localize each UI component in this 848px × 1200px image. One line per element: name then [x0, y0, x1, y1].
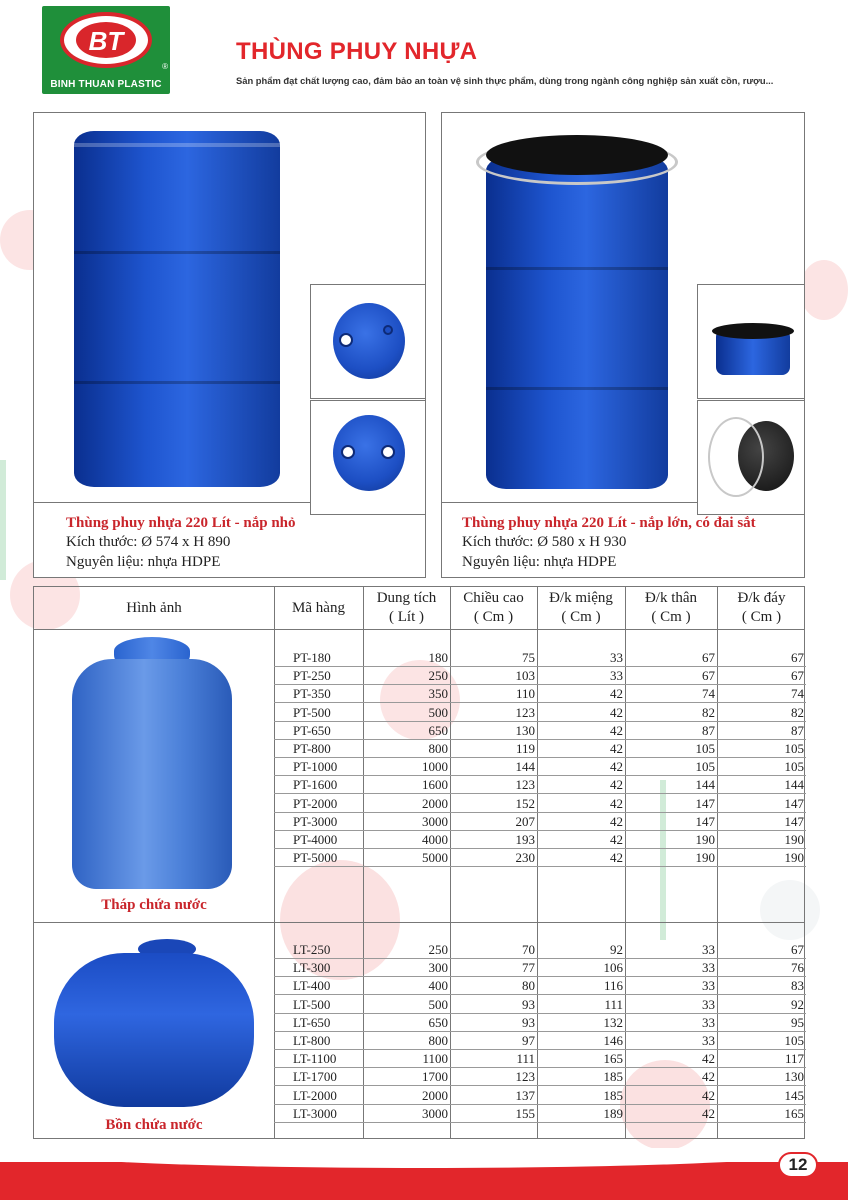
spec-value-cell: 147 [784, 795, 804, 811]
spec-value-cell: 70 [522, 942, 535, 957]
spec-value-cell: 77 [522, 960, 535, 976]
product-material: Nguyên liệu: nhựa HDPE [66, 554, 221, 570]
spec-value-cell: 800 [428, 1033, 448, 1048]
spec-value-cell: 42 [610, 722, 623, 738]
product-card-small-lid [33, 112, 426, 578]
product-size: Kích thước: Ø 580 x H 930 [462, 534, 627, 550]
spec-value-cell: 103 [515, 668, 535, 684]
spec-value-cell: 147 [695, 795, 715, 811]
open-lid-thumbnail [697, 400, 805, 515]
spec-value-cell: 165 [784, 1105, 804, 1121]
spec-value-cell: 155 [515, 1105, 535, 1121]
spec-value-cell: 87 [791, 722, 804, 738]
spec-value-cell: 95 [791, 1014, 804, 1030]
spec-value-cell: 147 [784, 813, 804, 829]
brand-name: BINH THUAN PLASTIC [50, 79, 162, 90]
product-material: Nguyên liệu: nhựa HDPE [462, 554, 617, 570]
spec-value-cell: 42 [610, 850, 623, 866]
blue-drum-open-top-icon [482, 133, 672, 489]
spec-value-cell: 147 [695, 813, 715, 829]
header-height: Chiều cao ( Cm ) [463, 590, 524, 625]
page-subtitle: Sản phẩm đạt chất lượng cao, đảm bảo an toàn vệ sinh thực phẩm, dùng trong ngành công nghiệp sản xuất cồn, rượu... [236, 75, 774, 86]
spec-value-cell: 42 [702, 1051, 715, 1067]
product-code-cell: PT-1000 [293, 759, 338, 775]
spec-value-cell: 67 [791, 942, 804, 957]
spec-value-cell: 42 [702, 1069, 715, 1085]
spec-value-cell: 189 [603, 1105, 623, 1121]
product-code-cell: PT-4000 [293, 832, 338, 847]
spec-value-cell: 92 [791, 996, 804, 1012]
spec-value-cell: 42 [610, 777, 623, 793]
row-separator [274, 866, 806, 867]
spec-value-cell: 33 [610, 650, 623, 665]
spec-value-cell: 42 [702, 1087, 715, 1103]
spec-value-cell: 1600 [422, 777, 448, 793]
row-separator [274, 1122, 806, 1123]
spec-value-cell: 500 [428, 996, 448, 1012]
product-name: Thùng phuy nhựa 220 Lít - nắp nhỏ [66, 515, 296, 531]
spec-value-cell: 42 [610, 813, 623, 829]
product-code-cell: LT-1700 [293, 1069, 337, 1085]
logo-oval-inner [76, 22, 136, 58]
spec-value-cell: 144 [784, 777, 804, 793]
product-code-cell: PT-800 [293, 741, 331, 756]
spec-value-cell: 3000 [422, 1105, 448, 1121]
product-code-cell: PT-250 [293, 668, 331, 684]
spec-value-cell: 97 [522, 1033, 535, 1048]
spec-value-cell: 123 [515, 777, 535, 793]
header-mouth: Đ/k miệng ( Cm ) [549, 590, 613, 625]
spec-value-cell: 650 [428, 1014, 448, 1030]
spec-value-cell: 400 [428, 978, 448, 994]
spec-value-cell: 207 [515, 813, 535, 829]
product-code-cell: LT-400 [293, 978, 331, 994]
spec-value-cell: 105 [784, 1033, 804, 1048]
spec-value-cell: 83 [791, 978, 804, 994]
spec-value-cell: 82 [702, 704, 715, 720]
spec-value-cell: 105 [695, 759, 715, 775]
registered-mark: ® [162, 62, 168, 71]
spec-value-cell: 1700 [422, 1069, 448, 1085]
spec-value-cell: 145 [784, 1087, 804, 1103]
spec-value-cell: 80 [522, 978, 535, 994]
spec-value-cell: 132 [603, 1014, 623, 1030]
drum-lid-icon [333, 303, 405, 379]
spec-value-cell: 92 [610, 942, 623, 957]
spec-table [33, 586, 805, 1139]
spec-value-cell: 250 [428, 668, 448, 684]
spec-value-cell: 42 [610, 704, 623, 720]
spec-value-cell: 106 [603, 960, 623, 976]
page-title: THÙNG PHUY NHỰA [236, 38, 478, 65]
spec-value-cell: 33 [702, 978, 715, 994]
water-tower-icon [64, 637, 240, 889]
page-number: 12 [778, 1152, 818, 1178]
spec-value-cell: 800 [428, 741, 448, 756]
spec-value-cell: 144 [695, 777, 715, 793]
spec-value-cell: 190 [784, 850, 804, 866]
bg-molecule [800, 260, 848, 320]
spec-value-cell: 180 [428, 650, 448, 665]
header-bottom: Đ/k đáy ( Cm ) [737, 590, 786, 625]
product-code-cell: LT-650 [293, 1014, 331, 1030]
product-code-cell: LT-2000 [293, 1087, 337, 1103]
spec-value-cell: 190 [784, 832, 804, 847]
spec-value-cell: 350 [428, 686, 448, 702]
spec-value-cell: 116 [603, 978, 623, 994]
product-code-cell: LT-800 [293, 1033, 331, 1048]
spec-value-cell: 33 [702, 1014, 715, 1030]
spec-value-cell: 105 [784, 759, 804, 775]
header-code: Mã hàng [292, 599, 345, 616]
spec-value-cell: 87 [702, 722, 715, 738]
spec-value-cell: 67 [702, 668, 715, 684]
spec-value-cell: 2000 [422, 795, 448, 811]
spec-value-cell: 193 [515, 832, 535, 847]
spec-value-cell: 137 [515, 1087, 535, 1103]
spec-value-cell: 42 [610, 832, 623, 847]
product-image-area [442, 113, 804, 503]
spec-value-cell: 111 [604, 996, 623, 1012]
spec-value-cell: 2000 [422, 1087, 448, 1103]
product-code-cell: PT-180 [293, 650, 331, 665]
spec-value-cell: 165 [603, 1051, 623, 1067]
spec-value-cell: 33 [610, 668, 623, 684]
open-drum-small-icon [716, 329, 790, 375]
spec-value-cell: 5000 [422, 850, 448, 866]
product-code-cell: PT-5000 [293, 850, 338, 866]
spec-value-cell: 33 [702, 1033, 715, 1048]
spec-value-cell: 105 [784, 741, 804, 756]
product-code-cell: PT-350 [293, 686, 331, 702]
product-code-cell: PT-500 [293, 704, 331, 720]
logo-mark: BT [88, 26, 124, 56]
spec-value-cell: 67 [702, 650, 715, 665]
spec-value-cell: 123 [515, 1069, 535, 1085]
spec-value-cell: 230 [515, 850, 535, 866]
spec-value-cell: 111 [516, 1051, 535, 1067]
spec-value-cell: 300 [428, 960, 448, 976]
spec-value-cell: 130 [515, 722, 535, 738]
product-code-cell: LT-300 [293, 960, 331, 976]
spec-value-cell: 76 [791, 960, 804, 976]
spec-value-cell: 4000 [422, 832, 448, 847]
product-image-area [34, 113, 425, 503]
spec-value-cell: 74 [791, 686, 804, 702]
header-capacity: Dung tích ( Lít ) [376, 590, 437, 625]
spec-value-cell: 250 [428, 942, 448, 957]
spec-value-cell: 500 [428, 704, 448, 720]
product-code-cell: LT-500 [293, 996, 331, 1012]
spec-value-cell: 146 [603, 1033, 623, 1048]
product-code-cell: PT-2000 [293, 795, 338, 811]
steel-band-icon [708, 417, 764, 497]
drum-lid-icon [333, 415, 405, 491]
spec-value-cell: 42 [610, 795, 623, 811]
product-name: Thùng phuy nhựa 220 Lít - nắp lớn, có đai sắt [462, 515, 756, 531]
spec-value-cell: 33 [702, 996, 715, 1012]
product-code-cell: LT-3000 [293, 1105, 337, 1121]
header-image: Hình ảnh [126, 599, 182, 616]
spec-value-cell: 185 [603, 1087, 623, 1103]
product-code-cell: PT-650 [293, 722, 331, 738]
spec-value-cell: 42 [610, 759, 623, 775]
spec-value-cell: 1000 [422, 759, 448, 775]
spec-value-cell: 152 [515, 795, 535, 811]
spec-value-cell: 82 [791, 704, 804, 720]
spec-value-cell: 130 [784, 1069, 804, 1085]
spec-value-cell: 105 [695, 741, 715, 756]
spec-value-cell: 42 [610, 686, 623, 702]
spec-value-cell: 119 [515, 741, 535, 756]
spec-value-cell: 185 [603, 1069, 623, 1085]
horizontal-tank-icon [54, 939, 254, 1109]
spec-value-cell: 1100 [422, 1051, 448, 1067]
product-card-open-top [441, 112, 805, 578]
product-code-cell: PT-1600 [293, 777, 338, 793]
spec-value-cell: 33 [702, 942, 715, 957]
spec-value-cell: 3000 [422, 813, 448, 829]
spec-value-cell: 117 [784, 1051, 804, 1067]
spec-value-cell: 650 [428, 722, 448, 738]
spec-value-cell: 67 [791, 668, 804, 684]
bg-bond [0, 460, 6, 580]
spec-value-cell: 42 [702, 1105, 715, 1121]
open-drum-thumbnail [697, 284, 805, 399]
header-body: Đ/k thân ( Cm ) [644, 590, 698, 625]
product-size: Kích thước: Ø 574 x H 890 [66, 534, 231, 550]
spec-value-cell: 190 [695, 850, 715, 866]
spec-value-cell: 42 [610, 741, 623, 756]
spec-value-cell: 110 [515, 686, 535, 702]
blue-drum-small-lid-icon [74, 131, 280, 487]
product-code-cell: PT-3000 [293, 813, 338, 829]
spec-value-cell: 123 [515, 704, 535, 720]
product-code-cell: LT-250 [293, 942, 331, 957]
brand-logo [42, 6, 170, 94]
group-label-tower: Tháp chứa nước [101, 897, 207, 913]
logo-oval [60, 12, 152, 68]
spec-value-cell: 93 [522, 1014, 535, 1030]
lid-thumbnail-bottom [310, 400, 426, 515]
spec-value-cell: 144 [515, 759, 535, 775]
lid-thumbnail-top [310, 284, 426, 399]
product-code-cell: LT-1100 [293, 1051, 337, 1067]
group-label-tank: Bồn chứa nước [105, 1117, 203, 1133]
spec-value-cell: 74 [702, 686, 715, 702]
spec-value-cell: 33 [702, 960, 715, 976]
spec-value-cell: 190 [695, 832, 715, 847]
spec-value-cell: 67 [791, 650, 804, 665]
spec-value-cell: 75 [522, 650, 535, 665]
spec-value-cell: 93 [522, 996, 535, 1012]
